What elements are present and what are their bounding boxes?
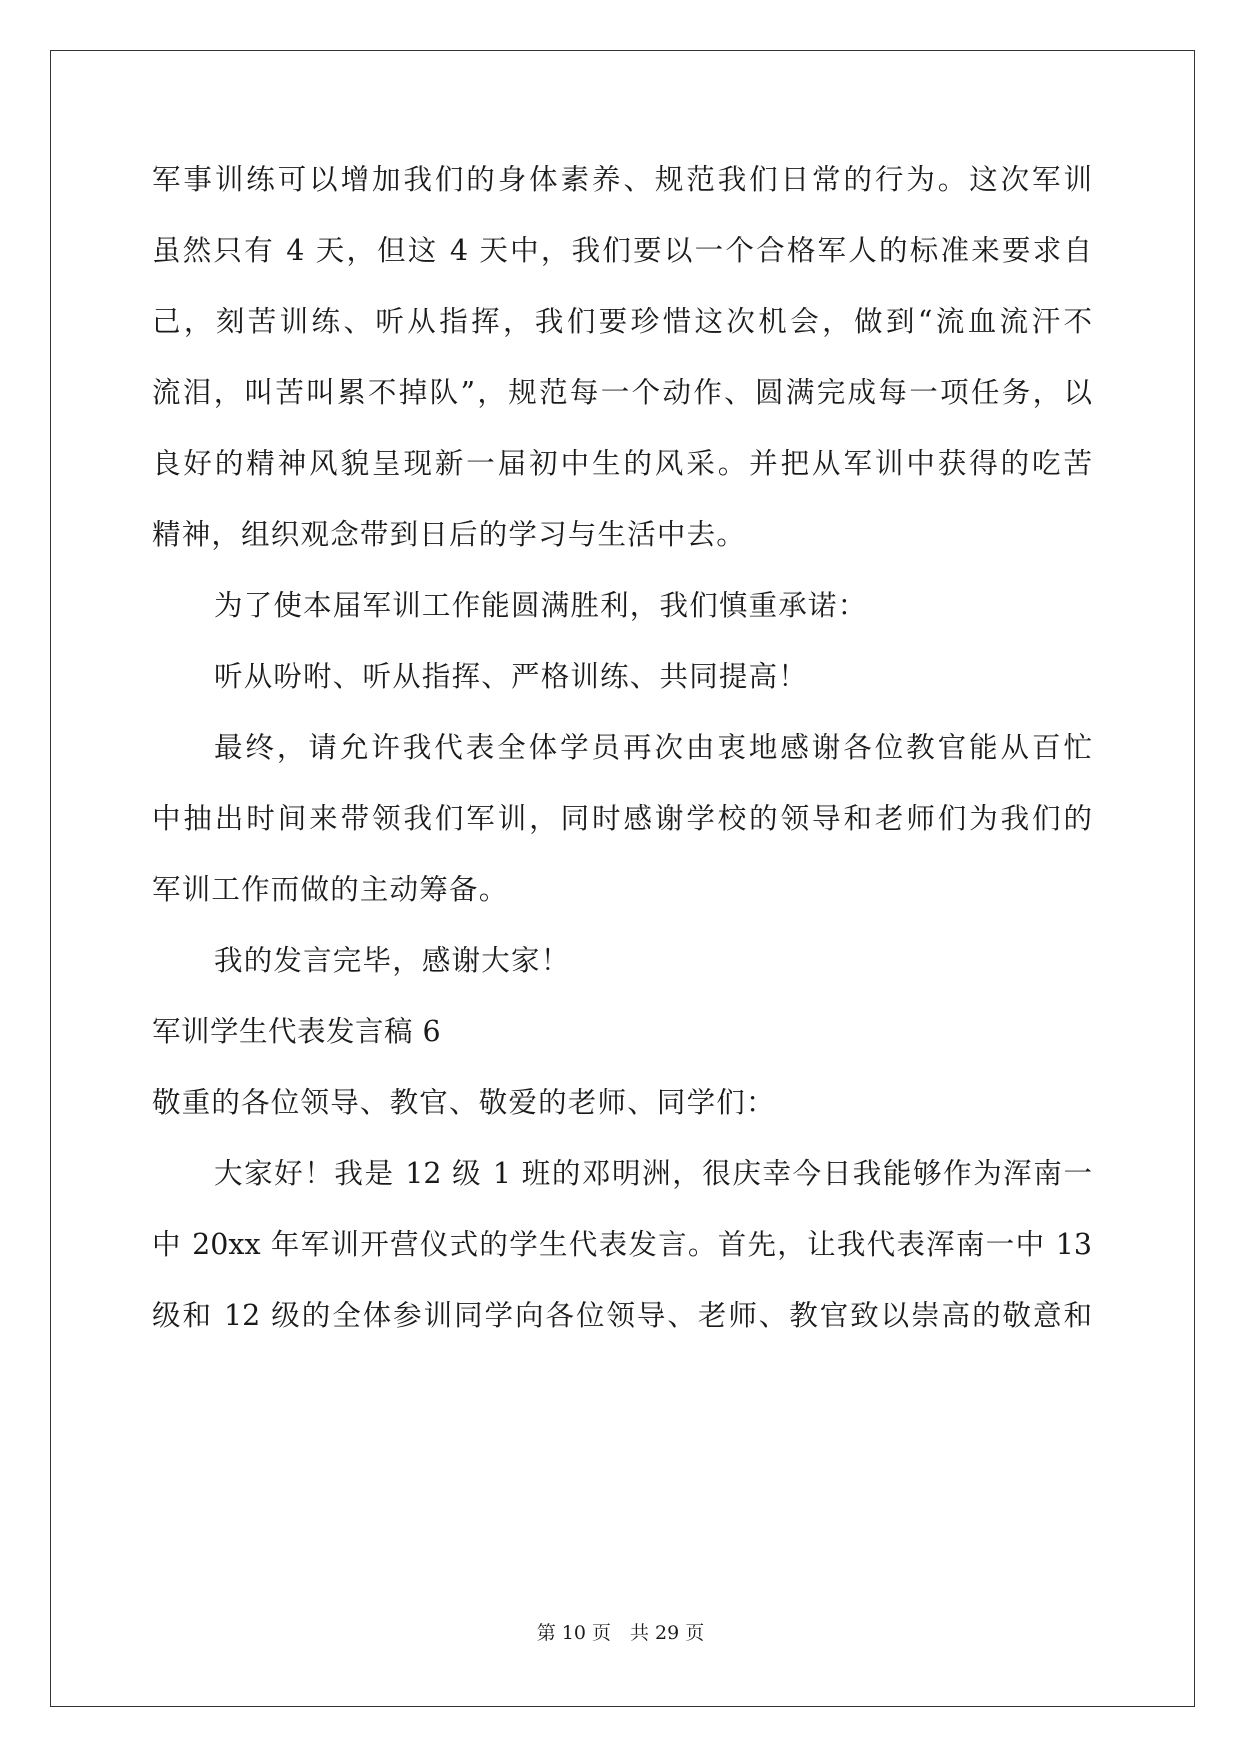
paragraph-line: 最终，请允许我代表全体学员再次由衷地感谢各位教官能从百忙 <box>214 731 1092 764</box>
paragraph-line: 大家好！我是 12 级 1 班的邓明洲，很庆幸今日我能够作为浑南一 <box>214 1157 1092 1190</box>
paragraph-line: 己，刻苦训练、听从指挥，我们要珍惜这次机会，做到“流血流汗不 <box>152 305 1092 338</box>
paragraph-line: 军事训练可以增加我们的身体素养、规范我们日常的行为。这次军训 <box>152 163 1092 196</box>
section-heading: 军训学生代表发言稿 6 <box>152 1015 442 1048</box>
paragraph: 为了使本届军训工作能圆满胜利，我们慎重承诺： <box>214 589 868 622</box>
paragraph-line: 精神，组织观念带到日后的学习与生活中去。 <box>152 518 747 551</box>
paragraph-line: 流泪，叫苦叫累不掉队”，规范每一个动作、圆满完成每一项任务，以 <box>152 376 1092 409</box>
paragraph-line: 中抽出时间来带领我们军训，同时感谢学校的领导和老师们为我们的 <box>152 802 1092 835</box>
paragraph-line: 军训工作而做的主动筹备。 <box>152 873 509 906</box>
paragraph-line: 中 20xx 年军训开营仪式的学生代表发言。首先，让我代表浑南一中 13 <box>152 1228 1092 1261</box>
paragraph-line: 级和 12 级的全体参训同学向各位领导、老师、教官致以崇高的敬意和 <box>152 1299 1092 1332</box>
paragraph-line: 虽然只有 4 天，但这 4 天中，我们要以一个合格军人的标准来要求自 <box>152 234 1092 267</box>
paragraph: 听从吩咐、听从指挥、严格训练、共同提高！ <box>214 660 809 693</box>
paragraph: 我的发言完毕，感谢大家！ <box>214 944 571 977</box>
page-number-footer: 第 10 页 共 29 页 <box>536 1622 705 1644</box>
paragraph-line: 良好的精神风貌呈现新一届初中生的风采。并把从军训中获得的吃苦 <box>152 447 1092 480</box>
salutation: 敬重的各位领导、教官、敬爱的老师、同学们： <box>152 1086 776 1119</box>
